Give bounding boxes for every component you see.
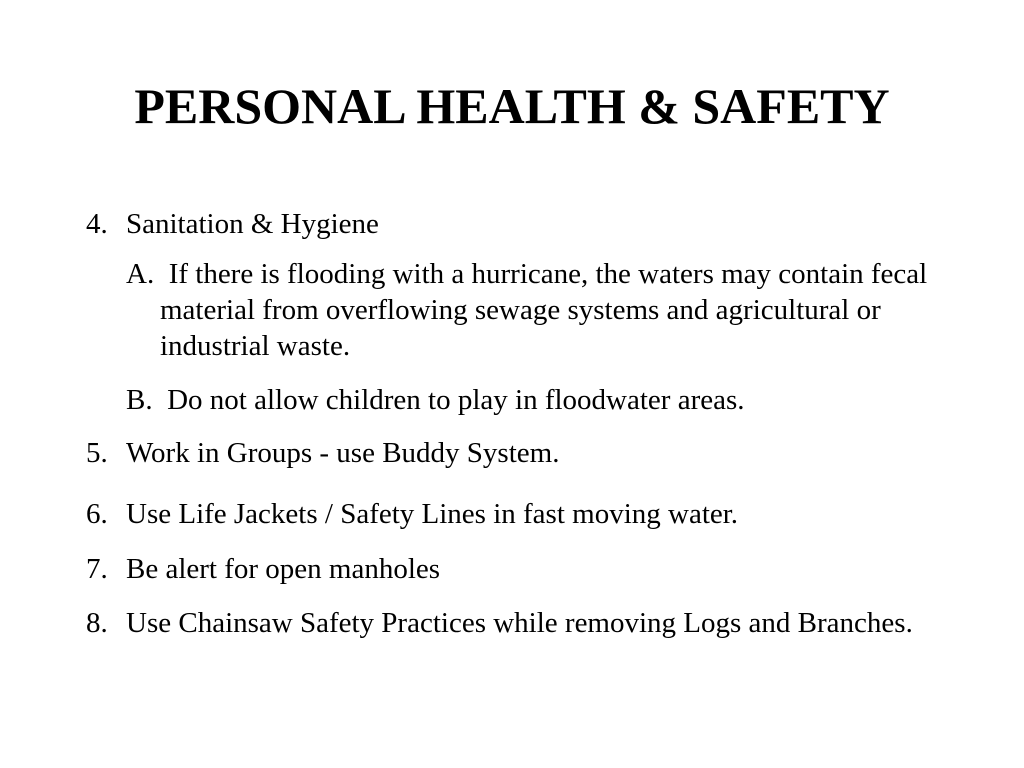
- list-item-number: 4.: [86, 208, 108, 240]
- sub-item-text: A. If there is flooding with a hurricane, the waters may contain fecal material from overflowing sewage systems and agricultural or industrial waste.: [126, 258, 935, 362]
- list-item-text: Use Chainsaw Safety Practices while removing Logs and Branches.: [126, 607, 913, 639]
- list-item-text: Work in Groups - use Buddy System.: [126, 437, 560, 469]
- sub-item-text: B. Do not allow children to play in floodwater areas.: [126, 384, 745, 416]
- list-item-number: 8.: [86, 607, 108, 639]
- list-item-number: 7.: [86, 553, 108, 585]
- list-item-text: Sanitation & Hygiene: [126, 208, 379, 240]
- list-item-number: 5.: [86, 437, 108, 469]
- slide-title: PERSONAL HEALTH & SAFETY: [134, 78, 890, 134]
- list-item-text: Be alert for open manholes: [126, 553, 441, 585]
- list-item-number: 6.: [86, 498, 108, 530]
- sub-item-a: [126, 256, 946, 364]
- sub-item-b: [126, 382, 946, 418]
- list-item-text: Use Life Jackets / Safety Lines in fast moving water.: [126, 498, 739, 530]
